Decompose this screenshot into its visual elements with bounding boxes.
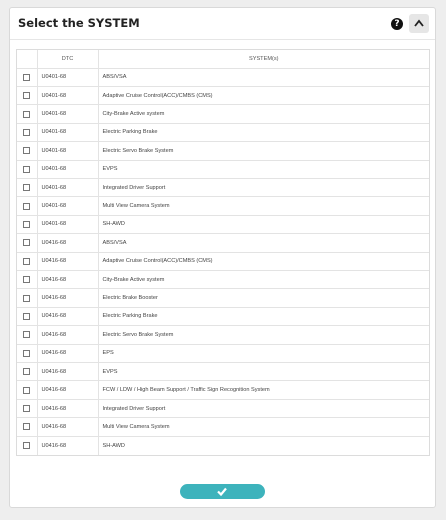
row-select-cell [17, 307, 37, 325]
row-dtc: U0416-68 [37, 399, 98, 417]
row-checkbox[interactable] [23, 74, 30, 81]
row-checkbox[interactable] [23, 423, 30, 430]
row-system: Integrated Driver Support [98, 399, 429, 417]
collapse-button[interactable] [409, 14, 429, 33]
row-checkbox[interactable] [23, 442, 30, 449]
table-row[interactable] [17, 142, 429, 160]
row-system: EVPS [98, 363, 429, 381]
table-row[interactable] [17, 197, 429, 215]
chevron-up-icon [414, 19, 424, 27]
row-checkbox[interactable] [23, 184, 30, 191]
row-system: Adaptive Cruise Control(ACC)/CMBS (CMS) [98, 252, 429, 270]
table-row[interactable] [17, 436, 429, 454]
select-system-panel [9, 7, 436, 508]
table-row[interactable] [17, 123, 429, 141]
row-select-cell [17, 215, 37, 233]
row-select-cell [17, 399, 37, 417]
dtc-system-table [16, 49, 430, 456]
row-system: Multi View Camera System [98, 418, 429, 436]
row-system: Adaptive Cruise Control(ACC)/CMBS (CMS) [98, 86, 429, 104]
row-system: ABS/VSA [98, 68, 429, 86]
row-system: Electric Parking Brake [98, 123, 429, 141]
row-select-cell [17, 197, 37, 215]
row-checkbox[interactable] [23, 92, 30, 99]
header-systems: SYSTEM(s) [98, 50, 429, 68]
row-checkbox[interactable] [23, 350, 30, 357]
table-row[interactable] [17, 289, 429, 307]
row-select-cell [17, 344, 37, 362]
row-system: EPS [98, 344, 429, 362]
row-select-cell [17, 381, 37, 399]
row-checkbox[interactable] [23, 295, 30, 302]
row-select-cell [17, 326, 37, 344]
header-dtc: DTC [37, 50, 98, 68]
row-checkbox[interactable] [23, 387, 30, 394]
row-dtc: U0416-68 [37, 363, 98, 381]
row-select-cell [17, 436, 37, 454]
table-row[interactable] [17, 418, 429, 436]
table-row[interactable] [17, 234, 429, 252]
row-system: ABS/VSA [98, 234, 429, 252]
table-row[interactable] [17, 270, 429, 288]
table-row[interactable] [17, 105, 429, 123]
question-circle-icon[interactable]: ? [391, 18, 403, 30]
row-system: EVPS [98, 160, 429, 178]
row-select-cell [17, 270, 37, 288]
table-row[interactable] [17, 399, 429, 417]
row-system: Multi View Camera System [98, 197, 429, 215]
row-dtc: U0401-68 [37, 215, 98, 233]
row-system: FCW / LDW / High Beam Support / Traffic Sign Recognition System [98, 381, 429, 399]
table-row[interactable] [17, 307, 429, 325]
row-checkbox[interactable] [23, 203, 30, 210]
row-system: SH-AWD [98, 215, 429, 233]
row-checkbox[interactable] [23, 129, 30, 136]
table-row[interactable] [17, 215, 429, 233]
row-checkbox[interactable] [23, 276, 30, 283]
checkmark-icon [217, 487, 227, 496]
row-dtc: U0416-68 [37, 344, 98, 362]
row-checkbox[interactable] [23, 331, 30, 338]
row-select-cell [17, 178, 37, 196]
row-dtc: U0401-68 [37, 105, 98, 123]
row-select-cell [17, 68, 37, 86]
row-dtc: U0416-68 [37, 381, 98, 399]
row-dtc: U0401-68 [37, 160, 98, 178]
row-system: Electric Parking Brake [98, 307, 429, 325]
row-select-cell [17, 142, 37, 160]
row-checkbox[interactable] [23, 111, 30, 118]
row-checkbox[interactable] [23, 258, 30, 265]
row-dtc: U0401-68 [37, 123, 98, 141]
row-dtc: U0416-68 [37, 234, 98, 252]
table-row[interactable] [17, 381, 429, 399]
row-system: Electric Servo Brake System [98, 142, 429, 160]
row-dtc: U0401-68 [37, 197, 98, 215]
row-select-cell [17, 105, 37, 123]
table-header-row [17, 50, 429, 68]
row-dtc: U0416-68 [37, 326, 98, 344]
row-dtc: U0401-68 [37, 142, 98, 160]
table-row[interactable] [17, 363, 429, 381]
confirm-button[interactable] [180, 484, 265, 499]
table-row[interactable] [17, 86, 429, 104]
row-select-cell [17, 123, 37, 141]
header-select [17, 50, 37, 68]
row-dtc: U0416-68 [37, 270, 98, 288]
row-select-cell [17, 289, 37, 307]
table-row[interactable] [17, 68, 429, 86]
table-row[interactable] [17, 252, 429, 270]
table-row[interactable] [17, 344, 429, 362]
row-checkbox[interactable] [23, 405, 30, 412]
row-select-cell [17, 86, 37, 104]
panel-title: Select the SYSTEM [18, 16, 140, 30]
row-system: Electric Servo Brake System [98, 326, 429, 344]
table-row[interactable] [17, 178, 429, 196]
row-system: Electric Brake Booster [98, 289, 429, 307]
row-system: City-Brake Active system [98, 105, 429, 123]
row-select-cell [17, 160, 37, 178]
row-system: SH-AWD [102, 442, 125, 449]
row-checkbox[interactable] [23, 368, 30, 375]
row-dtc: U0416-68 [37, 307, 98, 325]
row-dtc: U0401-68 [37, 68, 98, 86]
row-select-cell [17, 418, 37, 436]
row-select-cell [17, 363, 37, 381]
row-dtc: U0401-68 [37, 86, 98, 104]
row-dtc: U0401-68 [37, 178, 98, 196]
row-dtc: U0416-68 [37, 252, 98, 270]
row-system: City-Brake Active system [98, 270, 429, 288]
table-row[interactable] [17, 326, 429, 344]
row-system: Integrated Driver Support [98, 178, 429, 196]
row-select-cell [17, 252, 37, 270]
row-checkbox[interactable] [23, 166, 30, 173]
row-checkbox[interactable] [23, 221, 30, 228]
row-dtc: U0416-68 [37, 436, 98, 454]
panel-header [10, 8, 435, 40]
row-dtc: U0416-68 [37, 289, 98, 307]
row-checkbox[interactable] [23, 313, 30, 320]
row-dtc: U0416-68 [37, 418, 98, 436]
row-select-cell [17, 234, 37, 252]
table-row[interactable] [17, 160, 429, 178]
row-checkbox[interactable] [23, 147, 30, 154]
row-checkbox[interactable] [23, 239, 30, 246]
